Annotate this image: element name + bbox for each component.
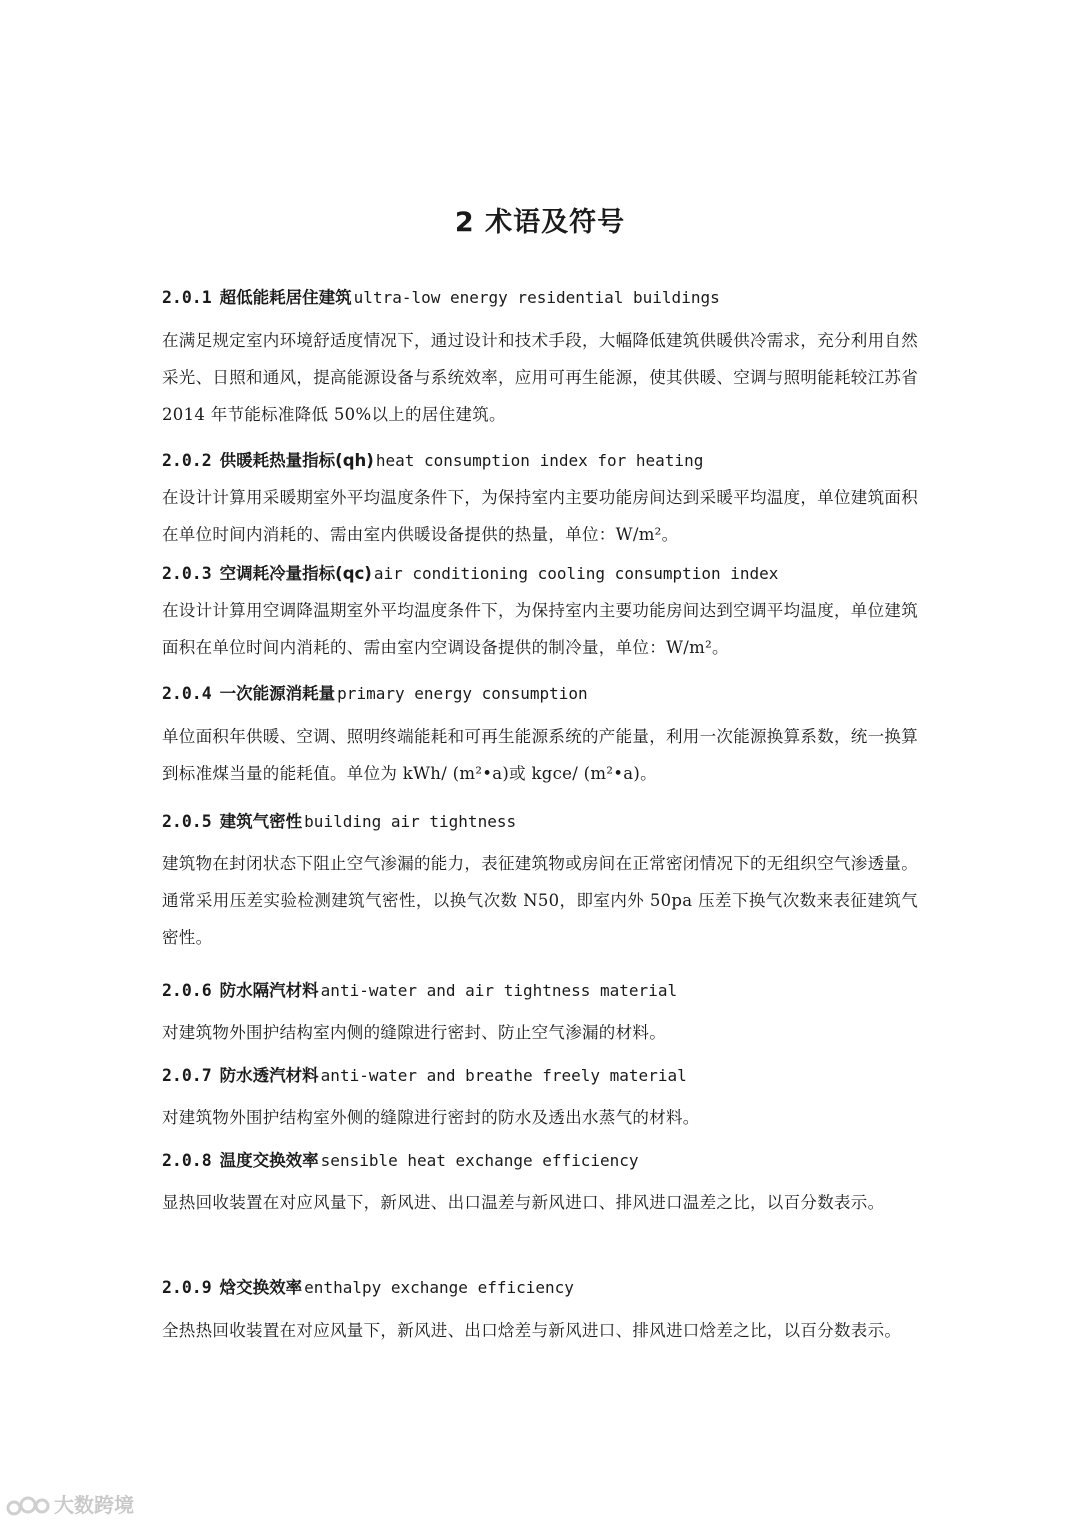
term-definition-2-0-4: 单位面积年供暖、空调、照明终端能耗和可再生能源系统的产能量，利用一次能源换算系数，统一换算到标准煤当量的能耗值。单位为 kWh/ (m²•a)或 kgce/ (m²•a)。 [162,727,918,783]
term-name-zh: 空调耗冷量指标(qc) [219,564,372,583]
term-heading-2-0-5 [162,810,922,834]
term-name-en: primary energy consumption [337,684,588,703]
term-name-en: sensible heat exchange efficiency [320,1151,639,1170]
term-number: 2.0.3 [162,564,212,583]
term-name-en: anti-water and breathe freely material [320,1066,687,1085]
term-definition-2-0-5: 建筑物在封闭状态下阻止空气渗漏的能力，表征建筑物或房间在正常密闭情况下的无组织空气渗透量。通常采用压差实验检测建筑气密性，以换气次数 N50，即室内外 50pa 压差下换气次数来表征建筑气密性。 [162,854,918,947]
term-heading-2-0-3 [162,562,922,586]
term-definition-2-0-2: 在设计计算用采暖期室外平均温度条件下，为保持室内主要功能房间达到采暖平均温度，单位建筑面积在单位时间内消耗的、需由室内供暖设备提供的热量，单位：W/m²。 [162,488,918,544]
term-name-zh: 焓交换效率 [219,1278,303,1297]
term-name-en: anti-water and air tightness material [320,981,678,1000]
term-name-en: enthalpy exchange efficiency [304,1278,574,1297]
term-number: 2.0.6 [162,981,212,1000]
term-heading-2-0-4 [162,682,922,706]
term-name-zh: 建筑气密性 [219,812,303,831]
term-name-zh: 超低能耗居住建筑 [219,288,352,307]
term-name-zh: 防水透汽材料 [219,1066,319,1085]
term-number: 2.0.5 [162,812,212,831]
term-definition-2-0-8: 显热回收装置在对应风量下，新风进、出口温差与新风进口、排风进口温差之比，以百分数表示。 [162,1193,885,1212]
term-heading-2-0-9 [162,1276,922,1300]
term-definition-2-0-7: 对建筑物外围护结构室外侧的缝隙进行密封的防水及透出水蒸气的材料。 [162,1108,700,1127]
term-name-en: ultra-low energy residential buildings [353,288,720,307]
term-heading-2-0-2 [162,449,922,473]
term-number: 2.0.7 [162,1066,212,1085]
term-number: 2.0.4 [162,684,212,703]
term-definition-2-0-3: 在设计计算用空调降温期室外平均温度条件下，为保持室内主要功能房间达到空调平均温度，单位建筑面积在单位时间内消耗的、需由室内空调设备提供的制冷量，单位：W/m²。 [162,601,918,657]
term-heading-2-0-8 [162,1149,922,1173]
term-number: 2.0.2 [162,451,212,470]
watermark [6,1489,134,1518]
term-number: 2.0.9 [162,1278,212,1297]
term-number: 2.0.1 [162,288,212,307]
term-definition-2-0-6: 对建筑物外围护结构室内侧的缝隙进行密封、防止空气渗漏的材料。 [162,1023,666,1042]
term-name-en: air conditioning cooling consumption index [373,564,779,583]
term-definition-2-0-9: 全热热回收装置在对应风量下，新风进、出口焓差与新风进口、排风进口焓差之比，以百分数表示。 [162,1321,902,1340]
term-heading-2-0-7 [162,1064,922,1088]
term-definition-2-0-1: 在满足规定室内环境舒适度情况下，通过设计和技术手段，大幅降低建筑供暖供冷需求，充分利用自然采光、日照和通风，提高能源设备与系统效率，应用可再生能源，使其供暖、空调与照明能耗较江苏省 2014 年节能标准降低 50%以上的居住建筑。 [162,331,918,424]
term-heading-2-0-6 [162,979,922,1003]
term-number: 2.0.8 [162,1151,212,1170]
term-name-en: heat consumption index for heating [375,451,704,470]
term-name-zh: 防水隔汽材料 [219,981,319,1000]
watermark-logo-icon [6,1491,50,1517]
term-name-en: building air tightness [304,812,517,831]
chapter-title: 2 术语及符号 [454,207,626,238]
term-name-zh: 一次能源消耗量 [219,684,336,703]
term-name-zh: 供暖耗热量指标(qh) [219,451,374,470]
term-heading-2-0-1 [162,286,922,310]
term-name-zh: 温度交换效率 [219,1151,319,1170]
watermark-text: 大数跨境 [54,1493,134,1517]
